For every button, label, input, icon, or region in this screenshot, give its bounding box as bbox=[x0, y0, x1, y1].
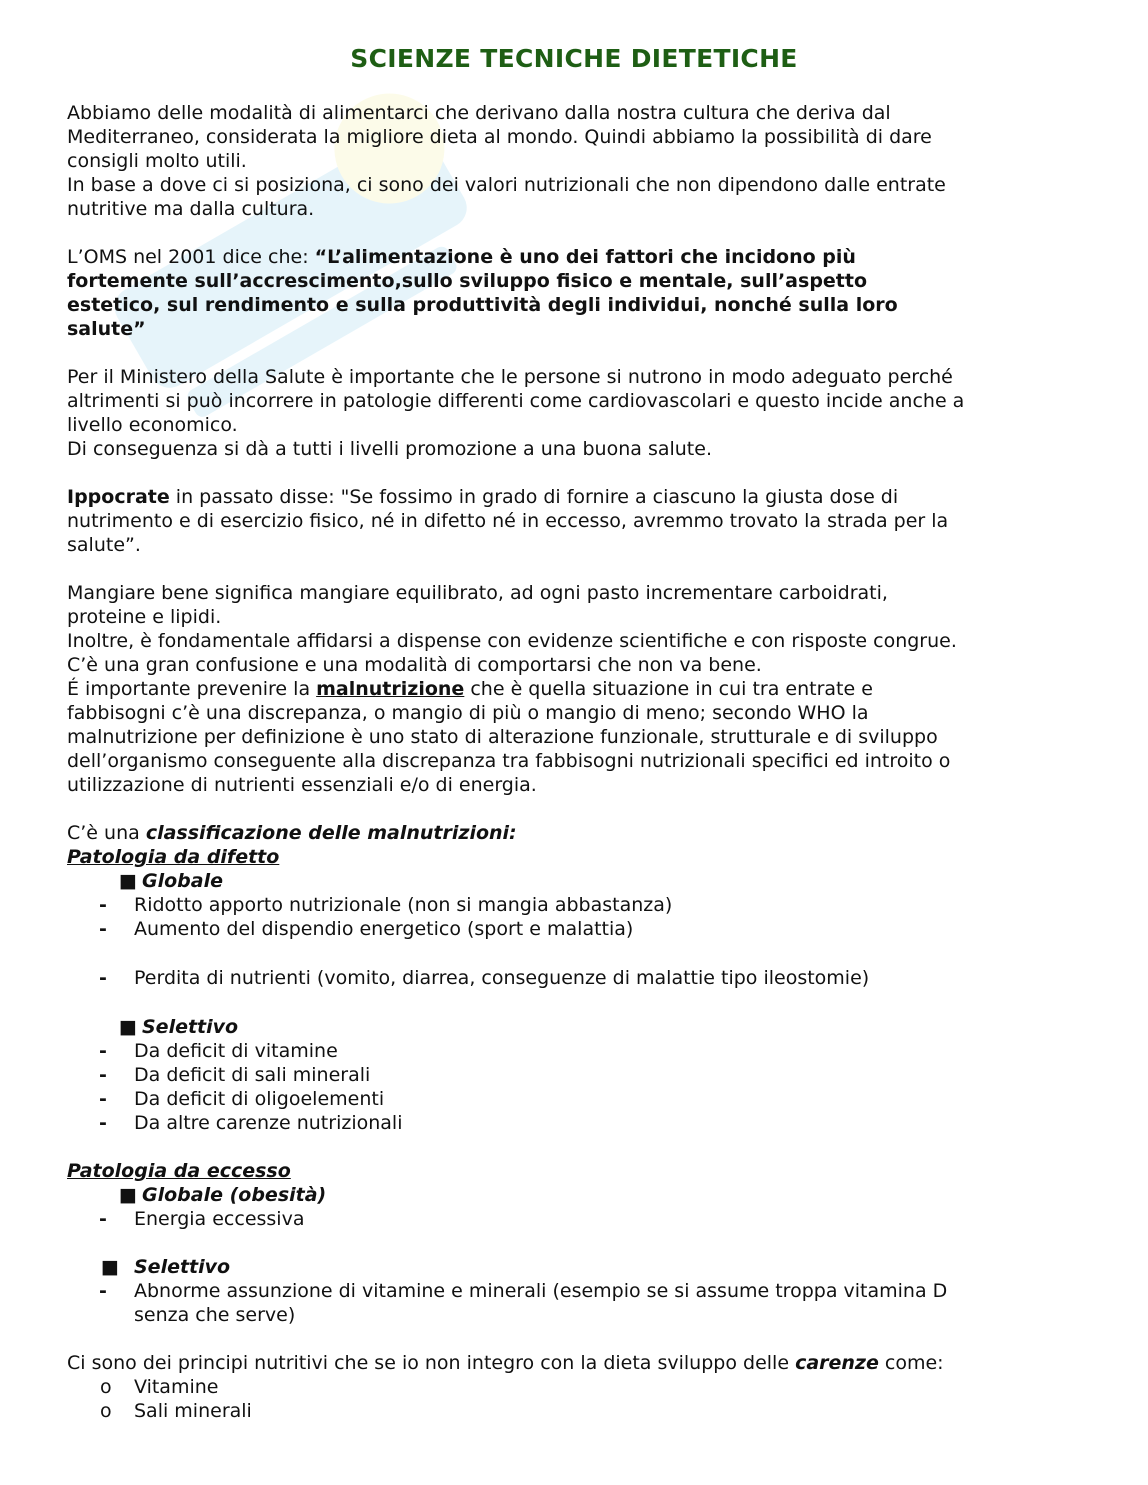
eccesso-globale: ■ Globale (obesità) bbox=[119, 1184, 327, 1206]
ministero-paragraph: Per il Ministero della Salute è importante che le persone si nutrono in modo adeguato perché altrimenti si può incorrere in patologie differenti come cardiovascolari e questo incide anche a livello economico. Di conseguenza si dà a tutti i livelli promozione a una buona salute. bbox=[67, 366, 965, 460]
list-item: o Vitamine bbox=[100, 1376, 219, 1398]
carenze-line: Ci sono dei principi nutritivi che se io non integro con la dieta sviluppo delle carenze come: bbox=[67, 1352, 944, 1374]
square-bullet-icon: ■ bbox=[101, 1256, 119, 1278]
list-item: - Perdita di nutrienti (vomito, diarrea, conseguenze di malattie tipo ileostomie) bbox=[99, 967, 870, 989]
list-item: - Da deficit di oligoelementi bbox=[99, 1088, 385, 1110]
square-bullet-icon: ■ bbox=[119, 1184, 137, 1206]
list-item: o Sali minerali bbox=[100, 1400, 252, 1422]
mangiare-paragraph: Mangiare bene significa mangiare equilibrato, ad ogni pasto incrementare carboidrati, proteine e lipidi. Inoltre, è fondamentale affidarsi a dispense con evidenze scientifiche e con risposte congrue. C’è una gran confusione e una modalità di comportarsi che non va bene. É importante prevenire la malnutrizione che è quella situazione in cui tra entrate e fabbisogni c’è una discrepanza, o mangio di più o mangio di meno; secondo WHO la malnutrizione per definizione è uno stato di alterazione funzionale, strutturale e di sviluppo dell’organismo conseguente alla discrepanza tra fabbisogni nutrizionali specifici ed introito o utilizzazione di nutrienti essenziali e/o di energia. bbox=[67, 582, 957, 796]
eccesso-selettivo: ■ Selettivo bbox=[101, 1256, 231, 1278]
list-item: - Aumento del dispendio energetico (sport e malattia) bbox=[99, 918, 634, 940]
classificazione-line: C’è una classificazione delle malnutrizioni: bbox=[67, 822, 517, 844]
list-item: - Da altre carenze nutrizionali bbox=[99, 1112, 403, 1134]
list-item: - Energia eccessiva bbox=[99, 1208, 305, 1230]
ippocrate-paragraph: Ippocrate in passato disse: "Se fossimo in grado di fornire a ciascuno la giusta dose di nutrimento e di esercizio fisico, né in difetto né in eccesso, avremmo trovato la strada per la salute”. bbox=[67, 486, 949, 556]
difetto-globale: ■ Globale bbox=[119, 870, 223, 892]
list-item: - Da deficit di vitamine bbox=[99, 1040, 338, 1062]
list-item: - Da deficit di sali minerali bbox=[99, 1064, 371, 1086]
heading-eccesso: Patologia da eccesso bbox=[67, 1160, 291, 1182]
malnutrizione-term: malnutrizione bbox=[316, 678, 465, 700]
list-item-continued: senza che serve) bbox=[134, 1304, 296, 1326]
circle-bullet-icon: o bbox=[100, 1400, 112, 1422]
page-title: SCIENZE TECNICHE DIETETICHE bbox=[350, 44, 798, 73]
square-bullet-icon: ■ bbox=[119, 1016, 137, 1038]
oms-paragraph: L’OMS nel 2001 dice che: “L’alimentazione è uno dei fattori che incidono più fortemente sull’accrescimento,sullo sviluppo fisico e mentale, sull’aspetto estetico, sul rendimento e sulla produttività degli individui, nonché sulla loro salute” bbox=[67, 246, 898, 340]
circle-bullet-icon: o bbox=[100, 1376, 112, 1398]
square-bullet-icon: ■ bbox=[119, 870, 137, 892]
difetto-selettivo: ■ Selettivo bbox=[119, 1016, 239, 1038]
list-item: - Abnorme assunzione di vitamine e minerali (esempio se si assume troppa vitamina D bbox=[99, 1280, 948, 1302]
list-item: - Ridotto apporto nutrizionale (non si mangia abbastanza) bbox=[99, 894, 673, 916]
heading-difetto: Patologia da difetto bbox=[67, 846, 280, 868]
intro-paragraph: Abbiamo delle modalità di alimentarci che derivano dalla nostra cultura che deriva dal Mediterraneo, considerata la migliore dieta al mondo. Quindi abbiamo la possibilità di dare consigli molto utili. In base a dove ci si posiziona, ci sono dei valori nutrizionali che non dipendono dalle entrate nutritive ma dalla cultura. bbox=[67, 102, 946, 220]
